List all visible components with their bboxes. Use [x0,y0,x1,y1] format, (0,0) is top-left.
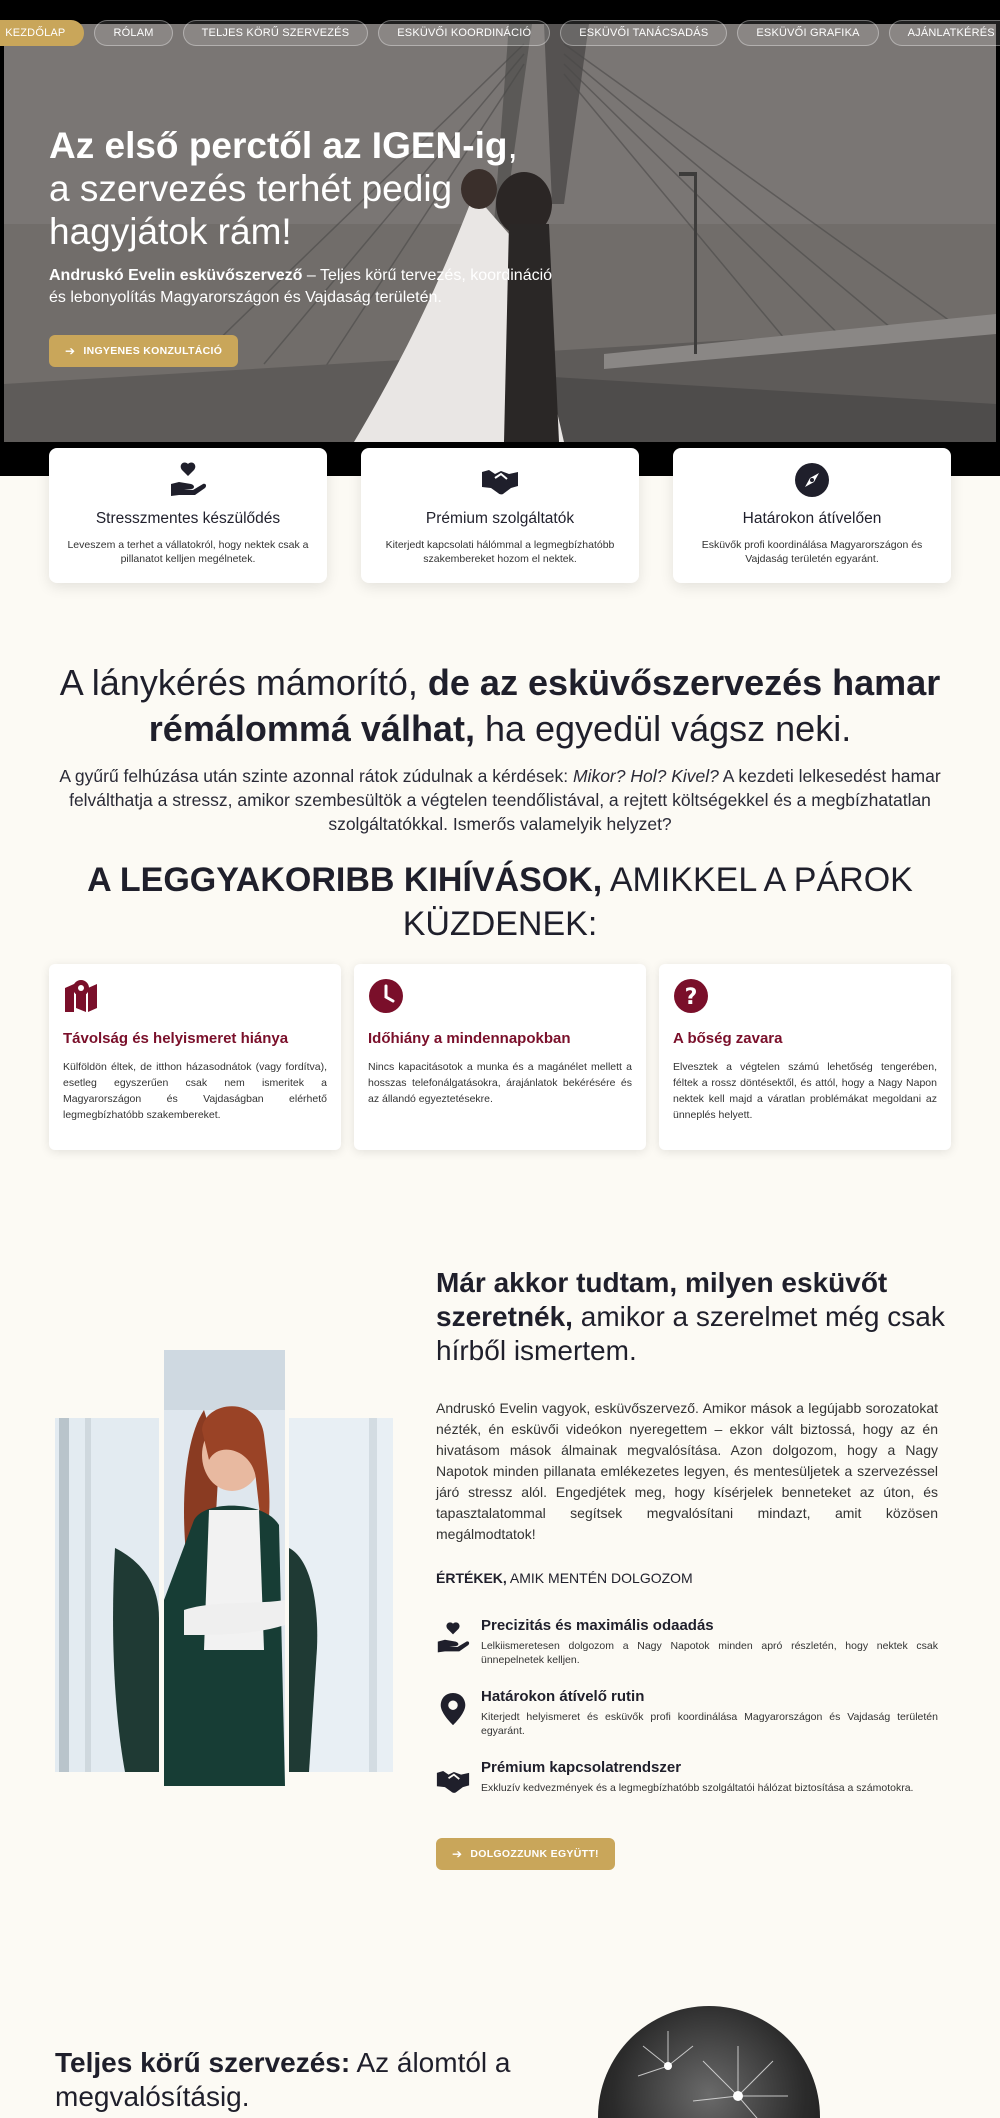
compass-icon [673,462,951,498]
portrait-photo-strip-left [55,1418,159,1772]
fireworks-photo [598,2006,820,2118]
challenge-title: Időhiány a mindennapokban [368,1030,571,1047]
arrow-right-icon: ➔ [452,1847,463,1861]
value-text: Kiterjedt helyismeret és esküvők profi koordinálása Magyarországon és Vajdaság területén egyaránt. [481,1711,938,1737]
value-title: Prémium kapcsolatrendszer [481,1759,682,1776]
hand-heart-icon [436,1621,470,1655]
about-paragraph: Andruskó Evelin vagyok, esküvőszervező. Amikor mások a legújabb sorozatokat nézték, én esküvői videókon nyeregettem – ekkor vált biztossá, hogy az én hivatásom mások álmainak megvalósítása. Azon dolgozom, hogy a Nagy Napotok minden pillanata emlékezetes legyen, és mentesüljetek a szervezéssel járó stressz alól. Engedjétek meg, hogy kísérjelek benneteket az úton, és tapasztalatommal segítsek megvalósítani mindazt, amit közösen megálmodtatok! [436,1400,938,1542]
handshake-icon [361,462,639,498]
challenge-card-time [354,964,646,1150]
clock-icon [368,978,404,1014]
question-icon [673,978,709,1014]
arrow-right-icon: ➔ [65,344,76,358]
nav-item-about[interactable]: RÓLAM [94,20,172,46]
values-heading: ÉRTÉKEK, AMIK MENTÉN DOLGOZOM [436,1570,693,1586]
hero-section [0,0,1000,476]
nav-item-quote[interactable]: AJÁNLATKÉRÉS [889,20,1000,46]
value-item-precision [436,1617,938,1677]
hero-subtitle: Andruskó Evelin esküvőszervező – Teljes körű tervezés, koordináció és lebonyolítás Magyarországon és Vajdaság területén. [49,267,553,306]
portrait-photo-strip-center [164,1350,285,1786]
value-title: Precizitás és maximális odaadás [481,1617,714,1634]
hero-title: Az első perctől az IGEN-ig, a szervezés terhét pedig hagyjátok rám! [49,125,518,252]
challenge-card-distance [49,964,341,1150]
value-title: Határokon átívelő rutin [481,1688,645,1705]
feature-text: Esküvők profi koordinálása Magyarországon és Vajdaság területén egyaránt. [701,539,923,565]
challenge-card-abundance [659,964,951,1150]
location-pin-icon [436,1692,470,1726]
challenge-text: Külföldön éltek, de itthon házasodnátok (vagy fordítva), esetleg egyszerűen csak nem ismeritek a Magyarországon és Vajdaságban elérhető legmegbízhatóbb szakembereket. [63,1061,327,1121]
feature-title: Stresszmentes készülődés [95,510,281,527]
challenge-title: A bőség zavara [673,1030,783,1047]
full-planning-heading: Teljes körű szervezés: Az álomtól a megvalósításig. [55,2047,511,2112]
hand-heart-icon [49,462,327,498]
feature-card-stress-free [49,448,327,583]
feature-text: Leveszem a terhet a vállatokról, hogy nektek csak a pillanatot kelljen megélnetek. [67,539,309,565]
map-pin-icon [63,978,99,1014]
nav-item-home[interactable]: KEZDŐLAP [0,20,84,46]
value-text: Exkluzív kedvezmények és a legmegbízhatóbb szolgáltatói hálózat biztosítása a számotokra. [481,1782,914,1794]
challenge-title: Távolság és helyismeret hiánya [63,1030,289,1047]
challenge-text: Nincs kapacitásotok a munka és a magánélet mellett a hosszas telefonálgatásokra, árajánlatok bekérésére és az állandó egyeztetésekre. [368,1061,632,1105]
value-item-cross-border [436,1688,938,1748]
intro-heading: A lánykérés mámorító, de az esküvőszervezés hamar rémálommá válhat, ha egyedül vágsz neki. [59,662,941,749]
about-heading: Már akkor tudtam, milyen esküvőt szeretnék, amikor a szerelmet még csak hírből ismertem. [436,1267,945,1366]
main-nav [0,20,1000,46]
handshake-icon [436,1763,470,1797]
free-consultation-button[interactable]: ➔ INGYENES KONZULTÁCIÓ [49,335,238,367]
feature-text: Kiterjedt kapcsolati hálómmal a legmegbízhatóbb szakembereket hozom el nektek. [385,539,615,565]
intro-paragraph: A gyűrű felhúzása után szinte azonnal rátok zúdulnak a kérdések: Mikor? Hol? Kivel? A kezdeti lelkesedést hamar felválthatja a stressz, amikor szembesültök a végtelen teendőlistával, a rejtett költségekkel és a megbízhatatlan szolgáltatókkal. Ismerős valamelyik helyzet? [59,766,941,834]
challenge-text: Elvesztek a végtelen számú lehetőség tengerében, féltek a rossz döntésektől, és attól, hogy a Nagy Napon nektek kell majd a váratlan problémákat megoldani az ünneplés helyett. [673,1061,937,1121]
nav-item-coordination[interactable]: ESKÜVŐI KOORDINÁCIÓ [378,20,550,46]
nav-item-full-planning[interactable]: TELJES KÖRŰ SZERVEZÉS [183,20,369,46]
nav-item-consulting[interactable]: ESKÜVŐI TANÁCSADÁS [560,20,727,46]
feature-title: Határokon átívelően [742,510,882,527]
feature-card-premium-vendors [361,448,639,583]
svg-text:?: ? [684,985,698,1010]
challenges-heading: A LEGGYAKORIBB KIHÍVÁSOK, AMIKKEL A PÁROK KÜZDENEK: [87,861,913,943]
value-text: Lelkiismeretesen dolgozom a Nagy Napotok minden apró részletén, hogy nektek csak ünnepelnetek kelljen. [481,1640,938,1666]
feature-card-cross-border [673,448,951,583]
value-item-premium-network [436,1759,938,1809]
portrait-photo-strip-right [289,1418,393,1772]
work-together-button[interactable]: ➔ DOLGOZZUNK EGYÜTT! [436,1838,615,1870]
nav-item-graphics[interactable]: ESKÜVŐI GRAFIKA [737,20,878,46]
feature-title: Prémium szolgáltatók [425,510,575,527]
